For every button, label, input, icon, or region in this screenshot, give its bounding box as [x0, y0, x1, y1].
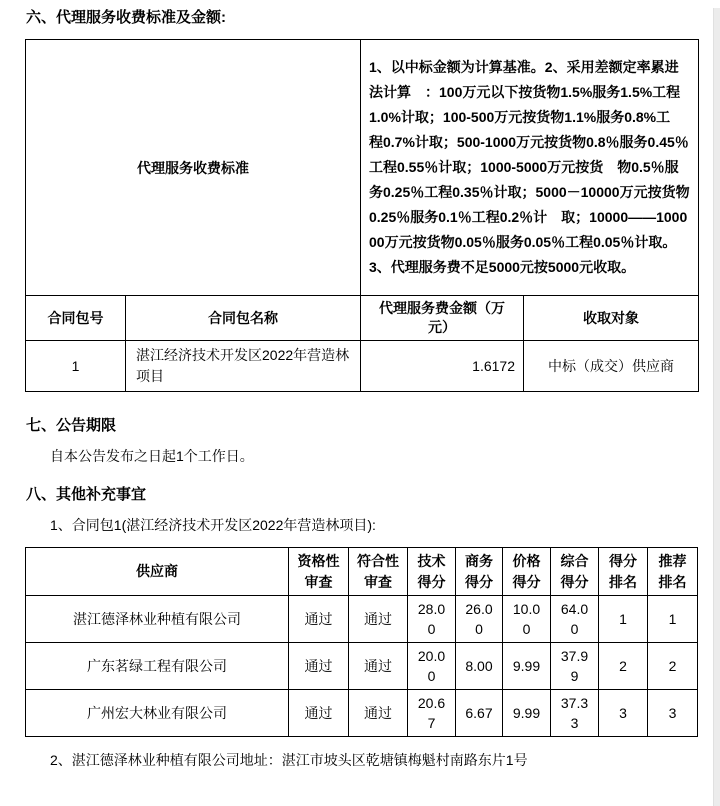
package-no-header: 合同包号 [26, 296, 126, 341]
collect-target-cell: 中标（成交）供应商 [524, 341, 699, 392]
total-score-header: 综合得分 [551, 548, 599, 596]
price-score-header: 价格得分 [503, 548, 551, 596]
price-score-cell: 9.99 [503, 690, 551, 737]
price-score-cell: 10.00 [503, 596, 551, 643]
supplier-name-cell: 广州宏大林业有限公司 [26, 690, 289, 737]
fee-standard-row [26, 40, 699, 296]
supplier-score-table [25, 547, 698, 737]
package-name-header: 合同包名称 [126, 296, 361, 341]
package-table-row [26, 341, 699, 392]
recommend-rank-cell: 3 [648, 690, 698, 737]
business-score-cell: 8.00 [456, 643, 503, 690]
package-table-header-row [26, 296, 699, 341]
fee-standard-label-cell: 代理服务收费标准 [26, 40, 361, 296]
recommend-rank-header: 推荐排名 [648, 548, 698, 596]
score-rank-cell: 1 [599, 596, 648, 643]
fee-amount-cell: 1.6172 [361, 341, 524, 392]
score-rank-cell: 3 [599, 690, 648, 737]
contract-package-table [25, 295, 699, 392]
conformity-review-cell: 通过 [349, 643, 408, 690]
collect-target-header: 收取对象 [524, 296, 699, 341]
section8-item1: 1、合同包1(湛江经济技术开发区2022年营造林项目): [50, 517, 376, 533]
conformity-review-header: 符合性审查 [349, 548, 408, 596]
fee-standard-content-cell: 1、以中标金额为计算基准。2、采用差额定率累进法计算 ：100万元以下按货物1.5%服务1.5%工程1.0%计取；100-500万元按货物1.1%服务0.8%工 程0.7%计取；500-1000万元按货物0.8％服务0.45％工程0.55％计取；1000-5000万元按货 物0.5％服务0.25％工程0.35％计取；5000－10000万元按货物0.25％服务0.1％工程0.2％计 取；10000――100000万元按货物0.05％服务0.05％工程0.05％计取。3、代理服务费不足5000元按5000元收取。 [361, 40, 699, 296]
total-score-cell: 64.00 [551, 596, 599, 643]
section8-item2: 2、湛江德泽林业种植有限公司地址：湛江市坡头区乾塘镇梅魁村南路东片1号 [50, 752, 528, 768]
score-table-header-row [26, 548, 698, 596]
conformity-review-cell: 通过 [349, 596, 408, 643]
section7-body: 自本公告发布之日起1个工作日。 [50, 448, 254, 464]
package-no-cell: 1 [26, 341, 126, 392]
total-score-cell: 37.33 [551, 690, 599, 737]
supplier-name-cell: 湛江德泽林业种植有限公司 [26, 596, 289, 643]
qualification-review-header: 资格性审查 [289, 548, 349, 596]
score-rank-header: 得分排名 [599, 548, 648, 596]
supplier-name-cell: 广东茗绿工程有限公司 [26, 643, 289, 690]
qualification-review-cell: 通过 [289, 690, 349, 737]
recommend-rank-cell: 2 [648, 643, 698, 690]
score-rank-cell: 2 [599, 643, 648, 690]
tech-score-cell: 20.67 [408, 690, 456, 737]
fee-standard-table [25, 39, 699, 296]
recommend-rank-cell: 1 [648, 596, 698, 643]
conformity-review-cell: 通过 [349, 690, 408, 737]
score-table-row [26, 690, 698, 737]
section8-heading: 八、其他补充事宜 [26, 486, 147, 503]
qualification-review-cell: 通过 [289, 596, 349, 643]
page-right-edge [713, 8, 720, 806]
tech-score-cell: 20.00 [408, 643, 456, 690]
announcement-page [0, 8, 720, 806]
section7-heading: 七、公告期限 [26, 417, 117, 434]
qualification-review-cell: 通过 [289, 643, 349, 690]
fee-amount-header: 代理服务费金额（万元） [361, 296, 524, 341]
business-score-cell: 6.67 [456, 690, 503, 737]
business-score-cell: 26.00 [456, 596, 503, 643]
section6-heading: 六、代理服务收费标准及金额: [26, 9, 226, 26]
package-name-cell: 湛江经济技术开发区2022年营造林项目 [126, 341, 361, 392]
score-table-row [26, 596, 698, 643]
score-table-row [26, 643, 698, 690]
tech-score-cell: 28.00 [408, 596, 456, 643]
total-score-cell: 37.99 [551, 643, 599, 690]
supplier-header: 供应商 [26, 548, 289, 596]
tech-score-header: 技术得分 [408, 548, 456, 596]
price-score-cell: 9.99 [503, 643, 551, 690]
business-score-header: 商务得分 [456, 548, 503, 596]
